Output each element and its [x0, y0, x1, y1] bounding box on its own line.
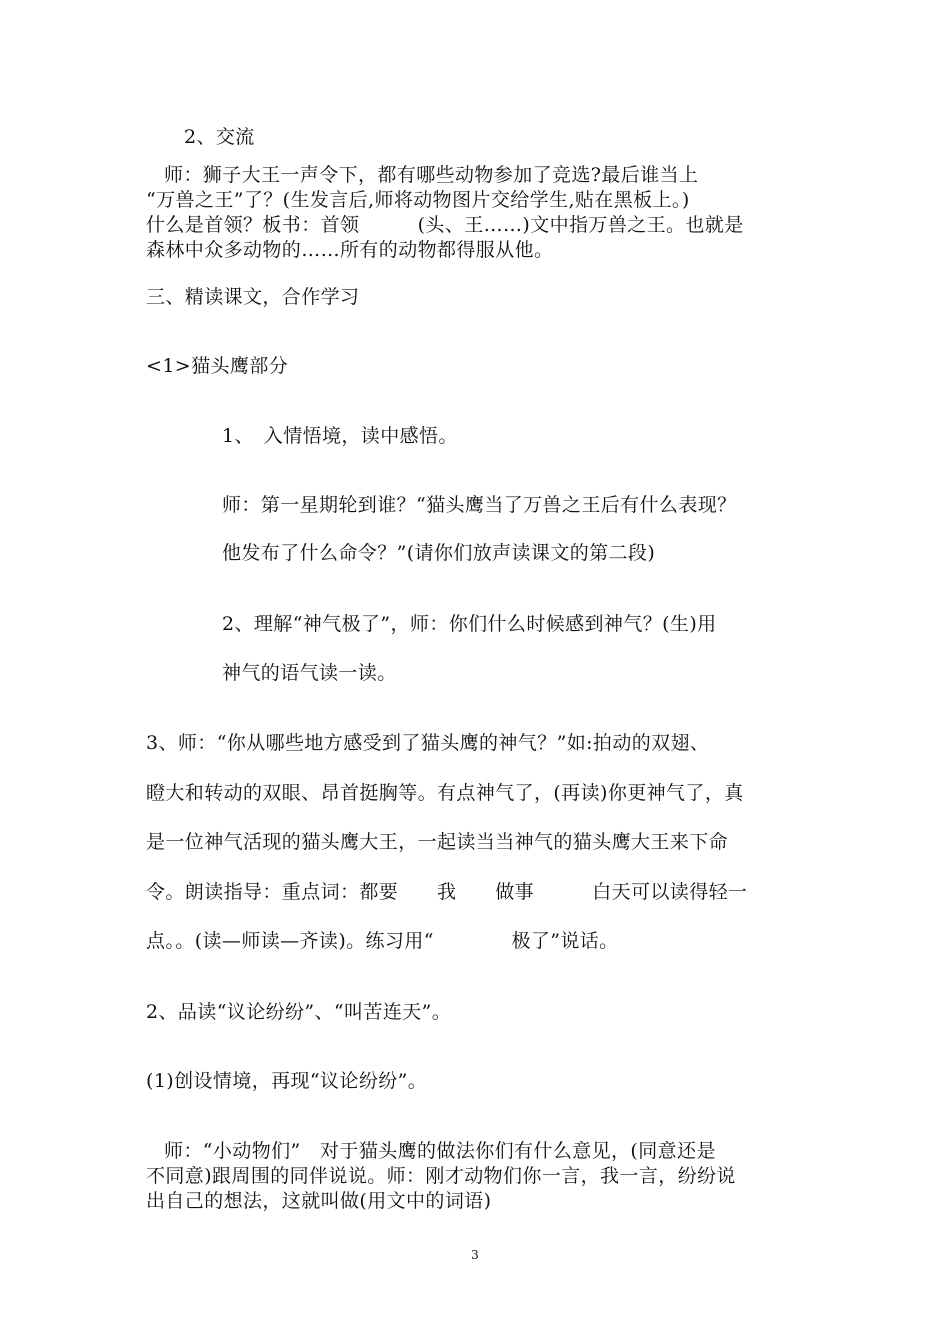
- text-line: 是一位神气活现的猫头鹰大王，一起读当当神气的猫头鹰大王来下命: [146, 831, 729, 853]
- subsection-heading: <1>猫头鹰部分: [146, 355, 289, 377]
- text-line: 1、 入情悟境，读中感悟。: [222, 425, 458, 447]
- page-number: 3: [471, 1248, 479, 1262]
- text-line: 令。朗读指导：重点词：都要 我 做事 白天可以读得轻一: [146, 881, 748, 903]
- text-line: 不同意)跟周围的同伴说说。师：刚才动物们你一言，我一言，纷纷说: [146, 1165, 736, 1187]
- text-line: 什么是首领？板书：首领 (头、王……)文中指万兽之王。也就是: [146, 214, 744, 236]
- text-line: (1)创设情境，再现“议论纷纷”。: [146, 1070, 428, 1092]
- text-line: 师：第一星期轮到谁？“猫头鹰当了万兽之王后有什么表现？: [222, 494, 737, 516]
- text-line: 2、理解“神气极了”，师：你们什么时候感到神气？(生)用: [222, 613, 717, 635]
- text-line: 2、品读“议论纷纷”、“叫苦连天”。: [146, 1001, 452, 1023]
- text-line: 森林中众多动物的……所有的动物都得服从他。: [146, 239, 554, 261]
- section-heading: 三、精读课文，合作学习: [146, 286, 360, 308]
- text-line: 点。。(读—师读—齐读)。练习用“ 极了”说话。: [146, 930, 619, 952]
- text-line: 3、师：“你从哪些地方感受到了猫头鹰的神气？”如:拍动的双翅、: [146, 732, 710, 754]
- text-line: 他发布了什么命令？”(请你们放声读课文的第二段): [222, 542, 656, 564]
- text-line: 瞪大和转动的双眼、昂首挺胸等。有点神气了，(再读)你更神气了，真: [146, 782, 744, 804]
- text-line: 师：“小动物们” 对于猫头鹰的做法你们有什么意见，(同意还是: [164, 1140, 716, 1162]
- text-line: 2、交流: [184, 126, 255, 148]
- text-line: 师：狮子大王一声令下，都有哪些动物参加了竞选?最后谁当上: [164, 164, 699, 186]
- text-line: 出自己的想法，这就叫做(用文中的词语): [146, 1190, 492, 1212]
- text-line: “万兽之王”了？(生发言后,师将动物图片交给学生,贴在黑板上。): [146, 189, 690, 211]
- text-line: 神气的语气读一读。: [222, 662, 397, 684]
